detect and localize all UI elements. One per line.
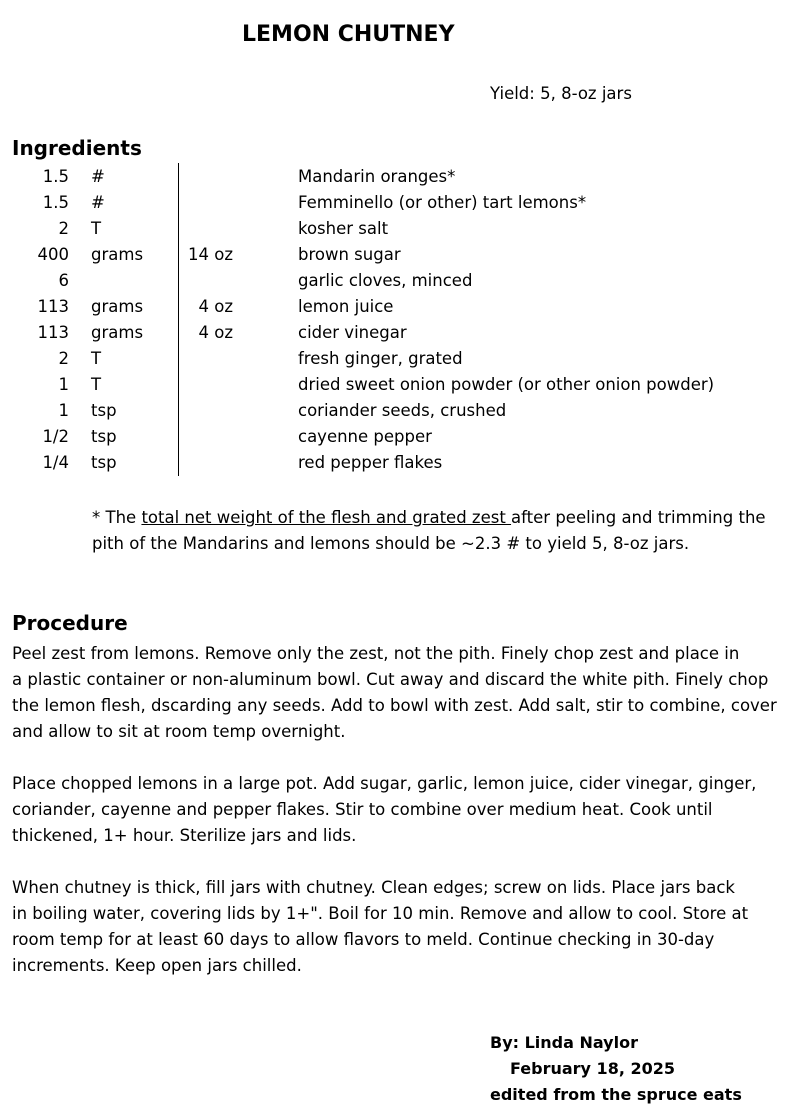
- ingredient-unit: T: [91, 349, 102, 368]
- procedure-heading: Procedure: [12, 611, 128, 635]
- ingredients-heading: Ingredients: [12, 136, 142, 160]
- ingredient-quantity: 6: [58, 271, 69, 290]
- procedure-line: and allow to sit at room temp overnight.: [12, 722, 346, 741]
- author-line: By: Linda Naylor: [490, 1033, 638, 1052]
- ingredient-unit: grams: [91, 323, 144, 342]
- procedure-line: increments. Keep open jars chilled.: [12, 956, 302, 975]
- procedure-line: in boiling water, covering lids by 1+". Boil for 10 min. Remove and allow to cool. Store at: [12, 904, 749, 923]
- ingredient-unit: tsp: [91, 427, 117, 446]
- ingredient-unit: grams: [91, 245, 144, 264]
- ingredient-name: fresh ginger, grated: [298, 349, 463, 368]
- ingredient-unit: T: [91, 219, 102, 238]
- procedure-paragraph: [12, 771, 792, 849]
- ingredient-name: Mandarin oranges*: [298, 167, 456, 186]
- ingredient-ounces: 4 oz: [198, 297, 233, 316]
- ingredient-name: dried sweet onion powder (or other onion powder): [298, 375, 715, 394]
- ingredient-name: lemon juice: [298, 297, 394, 316]
- procedure-line: room temp for at least 60 days to allow flavors to meld. Continue checking in 30-day: [12, 930, 715, 949]
- ingredient-quantity: 113: [37, 297, 69, 316]
- ingredient-name: kosher salt: [298, 219, 389, 238]
- ingredient-quantity: 2: [58, 349, 69, 368]
- procedure-line: Place chopped lemons in a large pot. Add sugar, garlic, lemon juice, cider vinegar, ginger,: [12, 774, 757, 793]
- ingredient-unit: #: [91, 167, 105, 186]
- ingredient-quantity: 1: [58, 401, 69, 420]
- ingredient-row: [0, 323, 799, 349]
- ingredient-row: [0, 271, 799, 297]
- procedure-paragraph: [12, 641, 792, 745]
- source-line: edited from the spruce eats: [490, 1085, 742, 1104]
- ingredient-unit: #: [91, 193, 105, 212]
- ingredient-row: [0, 193, 799, 219]
- ingredients-footnote: [92, 505, 782, 557]
- ingredient-quantity: 1: [58, 375, 69, 394]
- ingredient-row: [0, 297, 799, 323]
- footnote-underlined: total net weight of the flesh and grated zest: [141, 508, 512, 527]
- ingredient-name: coriander seeds, crushed: [298, 401, 507, 420]
- ingredient-row: [0, 245, 799, 271]
- ingredient-row: [0, 401, 799, 427]
- procedure-line: When chutney is thick, fill jars with chutney. Clean edges; screw on lids. Place jars back: [12, 878, 735, 897]
- ingredient-row: [0, 167, 799, 193]
- footnote-prefix: * The: [92, 508, 142, 527]
- ingredient-ounces: 4 oz: [198, 323, 233, 342]
- footnote-line2: pith of the Mandarins and lemons should be ~2.3 # to yield 5, 8-oz jars.: [92, 534, 690, 553]
- procedure-line: a plastic container or non-aluminum bowl. Cut away and discard the white pith. Finely chop: [12, 670, 769, 689]
- ingredient-unit: tsp: [91, 453, 117, 472]
- date-line: February 18, 2025: [510, 1059, 675, 1078]
- ingredient-quantity: 1/4: [42, 453, 69, 472]
- procedure-paragraph: [12, 875, 792, 979]
- ingredient-row: [0, 349, 799, 375]
- ingredient-name: cider vinegar: [298, 323, 407, 342]
- ingredient-quantity: 113: [37, 323, 69, 342]
- ingredient-quantity: 1.5: [42, 167, 69, 186]
- ingredient-name: cayenne pepper: [298, 427, 432, 446]
- procedure-line: coriander, cayenne and pepper flakes. Stir to combine over medium heat. Cook until: [12, 800, 713, 819]
- ingredient-name: brown sugar: [298, 245, 401, 264]
- ingredient-quantity: 1/2: [42, 427, 69, 446]
- procedure-line: the lemon flesh, dscarding any seeds. Add to bowl with zest. Add salt, stir to combine, cover: [12, 696, 777, 715]
- yield-text: Yield: 5, 8-oz jars: [490, 84, 632, 103]
- column-divider: [178, 163, 179, 476]
- ingredient-quantity: 1.5: [42, 193, 69, 212]
- ingredient-row: [0, 375, 799, 401]
- ingredient-unit: T: [91, 375, 102, 394]
- ingredient-row: [0, 219, 799, 245]
- ingredient-unit: grams: [91, 297, 144, 316]
- ingredient-quantity: 400: [37, 245, 69, 264]
- procedure-line: thickened, 1+ hour. Sterilize jars and lids.: [12, 826, 357, 845]
- ingredient-row: [0, 453, 799, 479]
- ingredient-ounces: 14 oz: [188, 245, 233, 264]
- ingredient-row: [0, 427, 799, 453]
- document-title: LEMON CHUTNEY: [242, 22, 455, 47]
- ingredient-name: Femminello (or other) tart lemons*: [298, 193, 587, 212]
- footnote-suffix: after peeling and trimming the: [511, 508, 766, 527]
- ingredient-name: garlic cloves, minced: [298, 271, 473, 290]
- ingredient-unit: tsp: [91, 401, 117, 420]
- procedure-line: Peel zest from lemons. Remove only the zest, not the pith. Finely chop zest and place in: [12, 644, 740, 663]
- ingredient-name: red pepper flakes: [298, 453, 443, 472]
- ingredient-quantity: 2: [58, 219, 69, 238]
